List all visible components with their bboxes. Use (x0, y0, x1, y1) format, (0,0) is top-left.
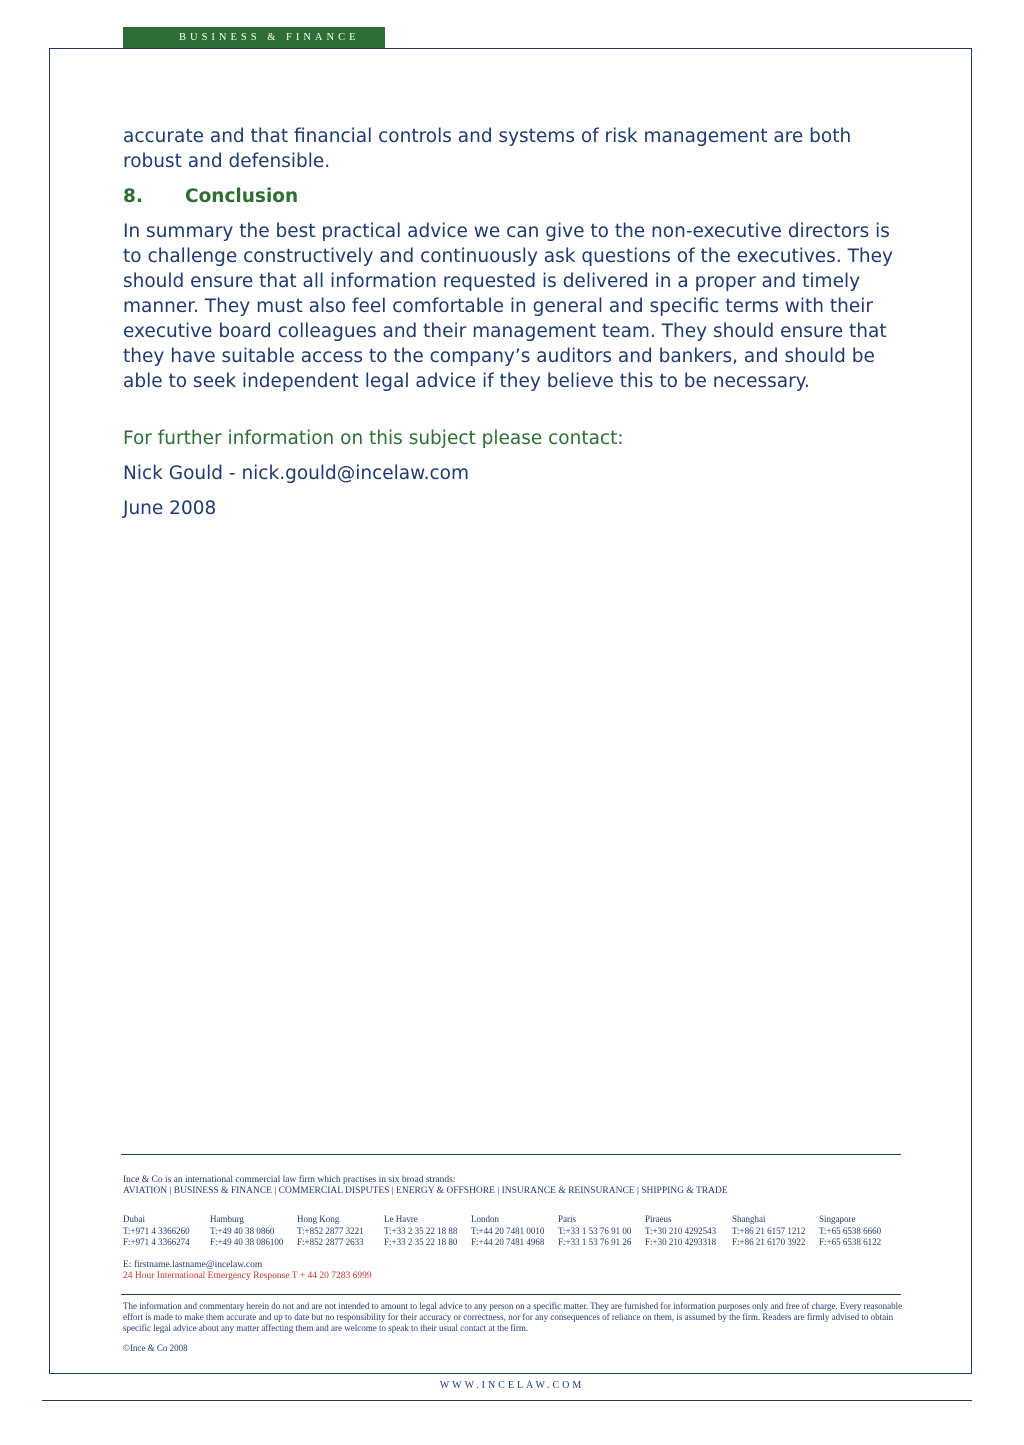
office-city: Singapore (819, 1214, 856, 1224)
section-heading (123, 184, 913, 209)
office-fax: F:+44 20 7481 4968 (471, 1237, 545, 1247)
office-singapore (819, 1214, 906, 1249)
footer-divider (121, 1154, 901, 1155)
office-paris (558, 1214, 645, 1249)
office-city: Le Havre (384, 1214, 418, 1224)
contact-person[interactable]: Nick Gould - nick.gould@incelaw.com (123, 463, 469, 484)
section-number: 8. (123, 186, 143, 207)
office-tel: T:+49 40 38 0860 (210, 1225, 275, 1236)
office-city: London (471, 1214, 499, 1224)
office-hong-kong (297, 1214, 384, 1249)
office-london (471, 1214, 558, 1249)
office-fax: F:+33 2 35 22 18 80 (384, 1237, 458, 1247)
office-fax: F:+65 6538 6122 (819, 1237, 882, 1247)
section-tab: BUSINESS & FINANCE (123, 27, 385, 48)
office-fax: F:+49 40 38 086100 (210, 1237, 284, 1247)
office-city: Hong Kong (297, 1214, 340, 1224)
office-dubai (123, 1214, 210, 1249)
office-fax: F:+86 21 6170 3922 (732, 1237, 806, 1247)
office-fax: F:+30 210 4293318 (645, 1237, 717, 1247)
office-city: Shanghai (732, 1214, 766, 1224)
main-content (123, 124, 913, 521)
conclusion-paragraph: In summary the best practical advice we can give to the non-executive directors is to challenge constructively and continuously ask questions of the executives. They should ensure that all information requested is delivered in a proper and timely manner. They must also feel comfortable in general and specific terms with their executive board colleagues and their management team. They should ensure that they have suitable access to the company’s auditors and bankers, and should be able to seek independent legal advice if they believe this to be necessary. (123, 221, 893, 392)
intro-paragraph: accurate and that financial controls and systems of risk management are both robust and defensible. (123, 126, 852, 172)
office-tel: T:+65 6538 6660 (819, 1225, 882, 1236)
office-tel: T:+33 1 53 76 91 00 (558, 1225, 632, 1236)
document-date: June 2008 (123, 498, 217, 519)
office-city: Paris (558, 1214, 576, 1224)
office-tel: T:+86 21 6157 1212 (732, 1225, 806, 1236)
office-le-havre (384, 1214, 471, 1249)
office-tel: T:+33 2 35 22 18 88 (384, 1225, 458, 1236)
office-list (123, 1214, 906, 1249)
disclaimer-divider (121, 1294, 901, 1295)
office-tel: T:+30 210 4292543 (645, 1225, 717, 1236)
bottom-rule (42, 1400, 972, 1401)
firm-intro: Ince & Co is an international commercial law firm which practises in six broad strands: (123, 1175, 456, 1185)
website-link[interactable]: WWW.INCELAW.COM (439, 1380, 585, 1391)
office-fax: F:+33 1 53 76 91 26 (558, 1237, 632, 1247)
office-city: Piraeus (645, 1214, 672, 1224)
office-fax: F:+971 4 3366274 (123, 1237, 190, 1247)
emergency-response: 24 Hour International Emergency Response T + 44 20 7283 6999 (123, 1271, 372, 1281)
copyright: ©Ince & Co 2008 (123, 1343, 188, 1353)
email-format: E: firstname.lastname@incelaw.com (123, 1260, 263, 1270)
office-city: Dubai (123, 1214, 145, 1224)
office-hamburg (210, 1214, 297, 1249)
disclaimer: The information and commentary herein do not and are not intended to amount to legal advice to any person on a specific matter. They are furnished for information purposes only and free of charge. Every reasonable effort is made to make them accurate and up to date but no responsibility for their accuracy or correctness, nor for any consequences of reliance on them, is assumed by the firm. Readers are firmly advised to obtain specific legal advice about any matter affecting them and are welcome to speak to their usual contact at the firm. (123, 1301, 903, 1333)
contact-intro: For further information on this subject please contact: (123, 428, 624, 449)
office-piraeus (645, 1214, 732, 1249)
office-fax: F:+852 2877 2633 (297, 1237, 364, 1247)
office-tel: T:+971 4 3366260 (123, 1225, 190, 1236)
office-shanghai (732, 1214, 819, 1249)
section-title: Conclusion (185, 186, 299, 207)
office-city: Hamburg (210, 1214, 244, 1224)
office-tel: T:+44 20 7481 0010 (471, 1225, 545, 1236)
practice-strands: AVIATION | BUSINESS & FINANCE | COMMERCIAL DISPUTES | ENERGY & OFFSHORE | INSURANCE & REINSURANCE | SHIPPING & TRADE (123, 1186, 728, 1196)
office-tel: T:+852 2877 3221 (297, 1225, 364, 1236)
